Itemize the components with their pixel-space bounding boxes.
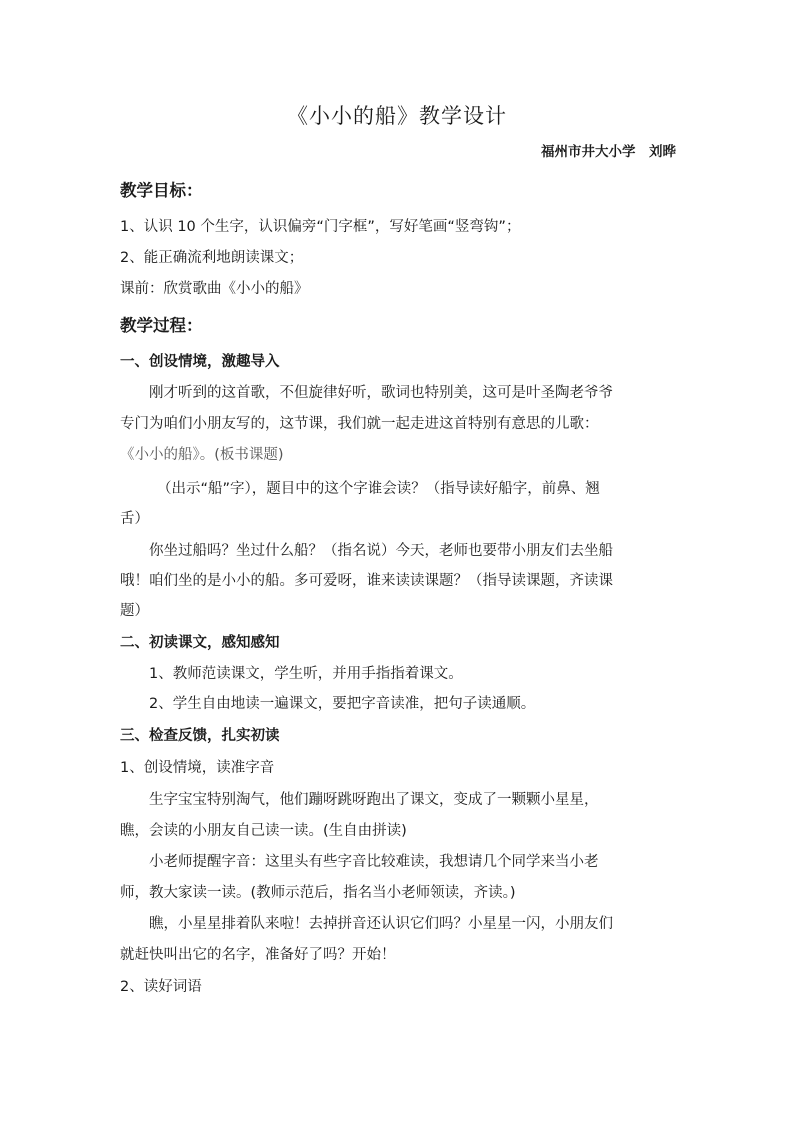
paragraph-line: （出示“船”字），题目中的这个字谁会读？（指导读好船字，前鼻、翘: [157, 481, 600, 497]
paragraph-line: 专门为咱们小朋友写的，这节课，我们就一起走进这首特别有意思的儿歌：: [120, 416, 599, 432]
paragraph-line: 师，教大家读一读。(教师示范后，指名当小老师领读，齐读。): [120, 885, 516, 901]
list-item: 1、教师范读课文，学生听，并用手指指着课文。: [149, 666, 463, 682]
paragraph-line: 哦！咱们坐的是小小的船。多可爱呀，谁来读读课题？（指导读课题，齐读课: [120, 573, 613, 589]
section-heading: 三、检查反馈，扎实初读: [120, 728, 280, 744]
paragraph-line: 《小小的船》。(板书课题): [120, 447, 284, 463]
goal-item: 1、认识 10 个生字，认识偏旁“门字框”，写好笔画“竖弯钩”；: [120, 219, 521, 235]
paragraph-line: 题）: [120, 603, 149, 619]
section-heading: 一、创设情境，激趣导入: [120, 354, 280, 370]
paragraph-line: 小老师提醒字音：这里头有些字音比较难读，我想请几个同学来当小老: [149, 854, 599, 870]
section-heading: 二、初读课文，感知感知: [120, 635, 280, 651]
list-item: 2、学生自由地读一遍课文，要把字音读准，把句子读通顺。: [149, 696, 536, 712]
goal-item: 课前：欣赏歌曲《小小的船》: [120, 281, 309, 297]
goals-heading: 教学目标：: [120, 181, 203, 200]
document-title: 《小小的船》教学设计: [287, 104, 507, 128]
paragraph-line: 刚才听到的这首歌，不但旋律好听，歌词也特别美，这可是叶圣陶老爷爷: [149, 385, 613, 401]
paragraph-line: 你坐过船吗？坐过什么船？（指名说）今天，老师也要带小朋友们去坐船: [149, 543, 613, 559]
document-author: 福州市井大小学 刘晔: [541, 144, 676, 160]
goal-item: 2、能正确流利地朗读课文；: [120, 250, 304, 266]
subsection-heading: 2、读好词语: [120, 979, 202, 995]
paragraph-line: 瞧，会读的小朋友自己读一读。(生自由拼读): [120, 823, 407, 839]
paragraph-line: 舌）: [120, 511, 149, 527]
paragraph-line: 生字宝宝特别淘气，他们蹦呀跳呀跑出了课文，变成了一颗颗小星星，: [149, 792, 599, 808]
paragraph-line: 就赶快叫出它的名字，准备好了吗？开始！: [120, 947, 396, 963]
process-heading: 教学过程：: [120, 316, 203, 335]
subsection-heading: 1、创设情境，读准字音: [120, 760, 275, 776]
paragraph-line: 瞧，小星星排着队来啦！去掉拼音还认识它们吗？小星星一闪，小朋友们: [149, 916, 613, 932]
